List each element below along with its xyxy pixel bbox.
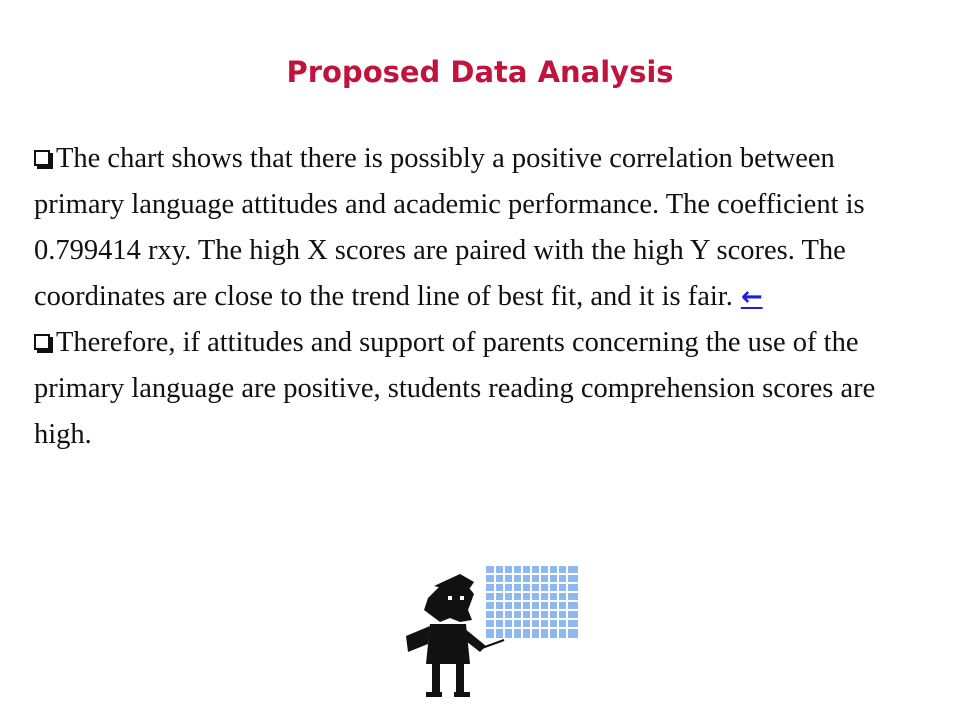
slide-title: Proposed Data Analysis	[286, 55, 674, 89]
teacher-grid-clipart-icon	[400, 560, 590, 710]
paragraph-conclusion-text: Therefore, if attitudes and support of parents concerning the use of the primary language are positive, students reading comprehension scores are high.	[34, 327, 876, 450]
square-bullet-icon	[34, 334, 50, 350]
back-arrow-link[interactable]: ←	[740, 282, 763, 312]
grid-board-icon	[486, 566, 578, 638]
slide-body	[34, 136, 914, 528]
square-bullet-icon	[34, 150, 50, 166]
paragraph-correlation-text: The chart shows that there is possibly a positive correlation between primary language attitudes and academic performance. The coefficient is 0.799414 rxy. The high X scores are paired with the high Y scores. The coordinates are close to the trend line of best fit, and it is fair.	[34, 143, 865, 312]
paragraph-conclusion	[34, 320, 914, 458]
paragraph-correlation	[34, 136, 914, 320]
